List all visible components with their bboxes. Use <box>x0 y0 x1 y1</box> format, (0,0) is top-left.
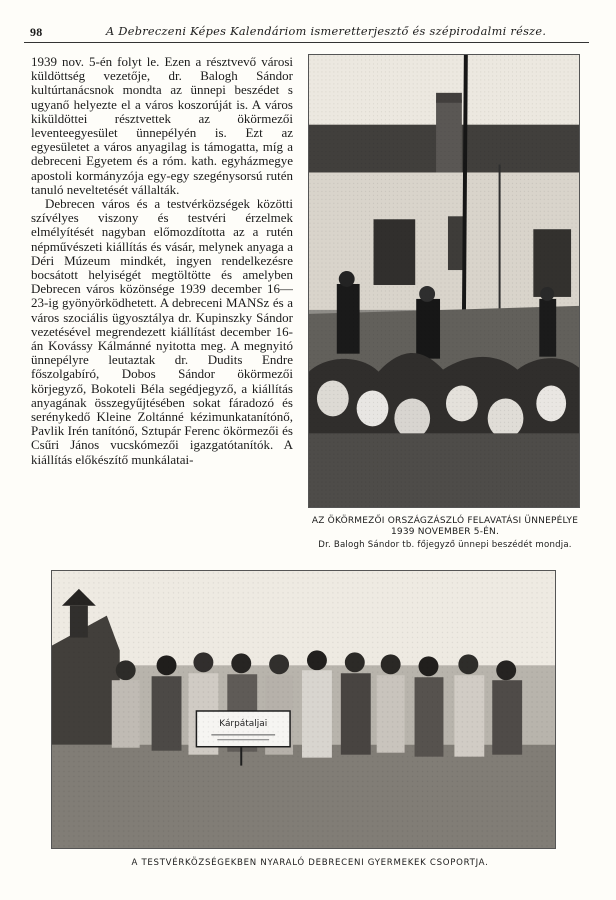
flag-ceremony-caption <box>304 516 586 551</box>
children-group-caption: A TESTVÉRKÖZSÉGEKBEN NYARALÓ DEBRECENI GYERMEKEK CSOPORTJA. <box>131 858 489 868</box>
article-text-column <box>31 55 293 555</box>
page-header <box>24 22 589 43</box>
running-head: A Debreczeni Képes Kalendáriom ismeretterjesztő és szépirodalmi része. <box>106 25 547 38</box>
children-group-photo <box>51 570 556 849</box>
article-paragraph-2: Debrecen város és a testvérközségek közötti szívélyes viszony és testvéri érzelmek elmélyítését nagyban előmozdította az a rutén népművészeti kiállítás és vásár, melynek anyaga a Déri Múzeum mindkét, ingyen rendelkezésre bocsátott helyiségét megtöltötte és amelyben Debrecen város közönsége 1939 december 16—23-ig gyönyörködhetett. A debreceni MANSz és a város szociális ügyosztálya dr. Kupinszky Sándor vezetésével megrendezett kiállítást december 16-án Kovássy Kálmánné nyitotta meg. A megnyitó ünnepélyre leutaztak dr. Dudits Endre főszolgabíró, Dobos Sándor ökörmezői körjegyző, Bokoteli Béla segédjegyző, a kiállítás anyagának összegyűjtésében sokat fáradozó és serénykedő Kleine Zoltánné kézimunkatanítónő, Pavlik Irén tanítónő, Sztupár Ferenc ökörmezői és Csűri János vucskómezői igazgatótanítók. A kiállítás előkészítő munkálatai- <box>31 196 293 467</box>
page-number: 98 <box>30 25 43 39</box>
flag-ceremony-caption-subtitle: Dr. Balogh Sándor tb. főjegyző ünnepi beszédét mondja. <box>318 540 572 550</box>
article-paragraph-1: 1939 nov. 5-én folyt le. Ezen a résztvevő városi küldöttség vezetője, dr. Balogh Sándor kultúrtanácsnok mondta az ünnepi beszédet s ugyanő helyezte el a város koszorúját is. A város kiküldöttei résztvettek az ökörmezői leventeegyesület ünnepélyén is. Ezt az egyesületet a város anyagilag is támogatta, míg a debreceni Egyetem és a róm. kath. egyházmegye apostoli kormányzója egy-egy szegénysorsú rutén tanuló neveltetését vállalták. <box>31 55 293 197</box>
flag-ceremony-photo <box>308 54 580 508</box>
flag-ceremony-caption-title: AZ ÖKÖRMEZŐI ORSZÁGZÁSZLÓ FELAVATÁSI ÜNNEPÉLYE 1939 NOVEMBER 5-ÉN. <box>311 516 579 537</box>
